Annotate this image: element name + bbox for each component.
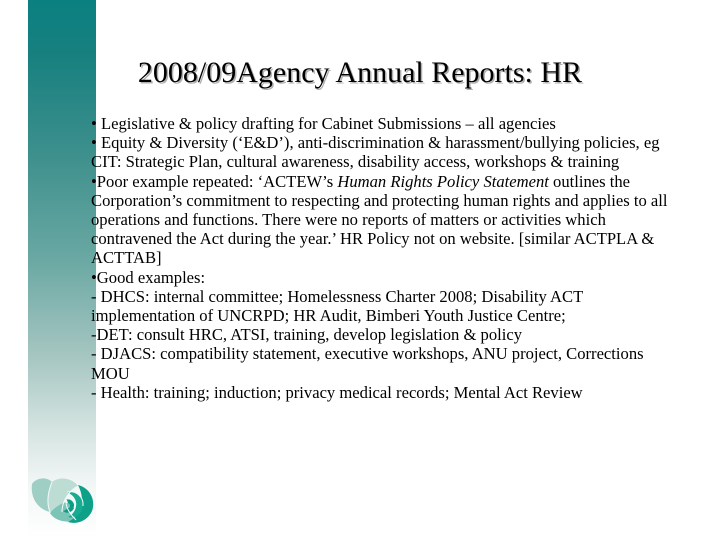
poor-example-text-before: •Poor example repeated: ‘ACTEW’s: [91, 171, 338, 191]
bullet-equity-diversity: • Equity & Diversity (‘E&D’), anti-discrimination & harassment/bullying policies, eg CIT: Strategic Plan, cultural awareness, disability access, workshops & training: [91, 133, 660, 172]
bullet-good-examples: •Good examples:: [91, 267, 206, 287]
item-dhcs: - DHCS: internal committee; Homelessness Charter 2008; Disability ACT implementation of UNCRPD; HR Audit, Bimberi Youth Justice Centre;: [91, 286, 583, 326]
item-health: - Health: training; induction; privacy medical records; Mental Act Review: [91, 382, 583, 402]
slide-body-content: [91, 114, 669, 402]
slide-title: 2008/09Agency Annual Reports: HR: [137, 56, 583, 89]
bullet-poor-example: [91, 172, 669, 268]
item-djacs: - DJACS: compatibility statement, executive workshops, ANU project, Corrections MOU: [91, 344, 644, 383]
bullet-legislative: • Legislative & policy drafting for Cabinet Submissions – all agencies: [91, 114, 556, 133]
item-det: -DET: consult HRC, ATSI, training, develop legislation & policy: [91, 325, 523, 345]
poor-example-policy-title: Human Rights Policy Statement: [337, 171, 549, 191]
nautilus-shell-logo: [26, 466, 96, 532]
poor-example-text-after: outlines the Corporation’s commitment to respecting and protecting human rights and applies to all operations and functions. There were no reports of matters or activities which contravened the Act during the year.’ HR Policy not on website. [similar ACTPLA & ACTTAB]: [91, 171, 668, 268]
